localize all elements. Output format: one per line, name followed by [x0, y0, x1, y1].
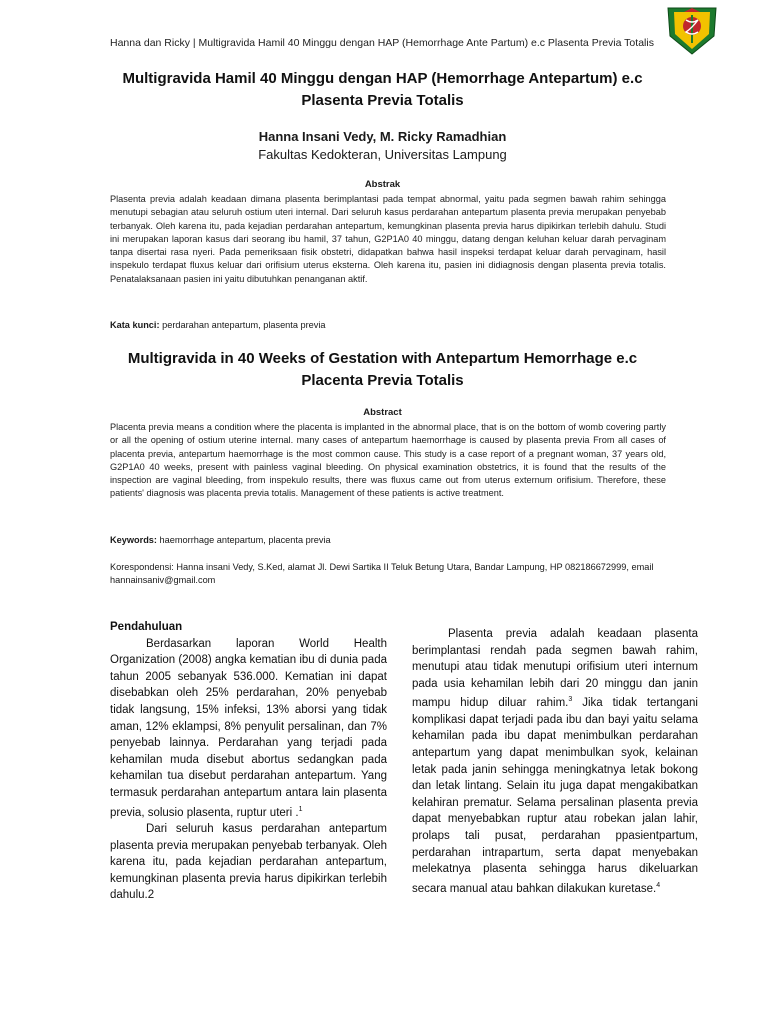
section-heading: Pendahuluan — [110, 621, 183, 633]
university-emblem-icon — [664, 6, 720, 56]
intro-paragraph-3-text-a: Plasenta previa adalah keadaan plasenta berimplantasi rendah pada segmen bawah rahim, menutupi atau tidak menutupi orifisium uteri internum pada usia kehamilan lebih dari 20 minggu dan janin mampu hidup diluar rahim. — [412, 628, 698, 710]
intro-paragraph-2: Dari seluruh kasus perdarahan antepartum plasenta previa merupakan penyebab terbanyak. Oleh karena itu, pada kejadian perdarahan antepartum, kemungkinan plasenta previa harus dipikirkan terlebih dahulu.2 — [110, 822, 387, 902]
abstract-id-heading: Abstrak — [364, 179, 401, 190]
keywords-en — [110, 534, 666, 547]
intro-left-column — [110, 619, 387, 904]
abstract-en-text: Placenta previa means a condition where the placenta is implanted in the abnormal place, that is on the bottom of womb covering partly or all the opening of ostium uterine internal. many cases of antepartum haemorrhage is caused by plasenta previa From all cases of placenta previa, antepartum haemorrhage is the most common cause. This study is a case report of a pregnant woman, 37 years old, G2P1A0 40 weeks, present with painless vaginal bleeding. On physical examination obstetrics, it is found that the results of the inspection are vaginal bleeding, from inspekulo results, there was fluxus came out from uterus externum orifisium. Therefore, these patients' diagnosis was placenta previa totalis. Management of these patients is active treatment. — [110, 422, 666, 499]
paper-title-en: Multigravida in 40 Weeks of Gestation with Antepartum Hemorrhage e.c Placenta Previa Totalis — [127, 350, 638, 389]
intro-paragraph-3-text-b: Jika tidak tertangani komplikasi dapat terjadi pada ibu dan bayi yaitu selama kehamilan pada ibu dapat menimbulkan perdarahan antepartum yang dapat menimbulkan syok, kelainan letak pada janin sehingga meningkatnya letak bokong dan letak lintang. Selain itu juga dapat mengakibatkan kelahiran prematur. Selama persalinan plasenta previa dapat menyebabkan ruptur atau robekan jalan lahir, prolaps tali pusat, perdarahan ppasientpartum, perdarahan intrapartum, serta dapat menyebakan melekatnya plasenta sehingga harus dikeluarkan secara manual atau bahkan dilakukan kuretase. — [412, 697, 698, 895]
reference-marker: 4 — [656, 881, 661, 889]
abstract-en-heading: Abstract — [363, 407, 402, 418]
reference-marker: 1 — [298, 805, 303, 813]
keywords-id-value: perdarahan antepartum, plasenta previa — [162, 320, 326, 330]
keywords-id-label: Kata kunci: — [110, 320, 160, 330]
intro-paragraph-1 — [110, 636, 387, 821]
intro-right-column — [412, 626, 698, 897]
reference-marker: 3 — [568, 696, 573, 704]
keywords-id — [110, 319, 666, 332]
affiliation: Fakultas Kedokteran, Universitas Lampung — [258, 147, 507, 162]
correspondence: Korespondensi: Hanna insani Vedy, S.Ked, alamat Jl. Dewi Sartika II Teluk Betung Utara, Bandar Lampung, HP 082186672999, email hannainsaniv@gmail.com — [110, 562, 654, 585]
intro-paragraph-3 — [412, 626, 698, 897]
paper-title-id: Multigravida Hamil 40 Minggu dengan HAP (Hemorrhage Antepartum) e.c Plasenta Previa Totalis — [122, 70, 643, 109]
abstract-id-text: Plasenta previa adalah keadaan dimana plasenta berimplantasi pada tempat abnormal, yaitu pada segmen bawah rahim sehingga menutupi sebagian atau seluruh ostium uteri internal. Dari seluruh kasus perdarahan antepartum plasenta previa merupakan penyebab terbanyak. Oleh karena itu, pada kejadian perdarahan antepartum, kemungkinan plasenta previa harus dipikirkan terlebih dahulu. Studi ini merupakan laporan kasus dari seorang ibu hamil, 37 tahun, G2P1A0 40 minggu, datang dengan keluhan keluar darah pervaginam tanpa disertai rasa nyeri. Pada pemeriksaan fisik obstetri, didapatkan bahwa hasil inspeksi terdapat keluar darah pervaginam, hasil inspekulo terdapat fluxus keluar dari orifisium uterus eksterna. Oleh karena itu, pasien ini didiagnosis dengan plasenta previa totalis. Penatalaksanaan pasien ini yaitu dibutuhkan penanganan aktif. — [110, 194, 666, 284]
keywords-en-value: haemorrhage antepartum, placenta previa — [159, 535, 331, 545]
running-header: Hanna dan Ricky | Multigravida Hamil 40 Minggu dengan HAP (Hemorrhage Ante Partum) e.c Plasenta Previa Totalis — [110, 37, 654, 49]
authors: Hanna Insani Vedy, M. Ricky Ramadhian — [258, 129, 507, 144]
intro-paragraph-1-text: Berdasarkan laporan World Health Organization (2008) angka kematian ibu di dunia pada tahun 2005 sebanyak 536.000. Kematian ini dapat disebabkan oleh 25% perdarahan, 20% penyebab tidak langsung, 15% infeksi, 13% aborsi yang tidak aman, 12% eklampsi, 8% penyulit persalinan, dan 7% penyebab lainnya. Perdarahan yang terjadi pada kehamilan muda disebut abortus sedangkan pada kehamilan tua disebut perdarahan antepartum. Yang termasuk perdarahan antepartum antara lain plasenta previa, solusio plasenta, ruptur uteri . — [110, 637, 387, 819]
keywords-en-label: Keywords: — [110, 535, 157, 545]
